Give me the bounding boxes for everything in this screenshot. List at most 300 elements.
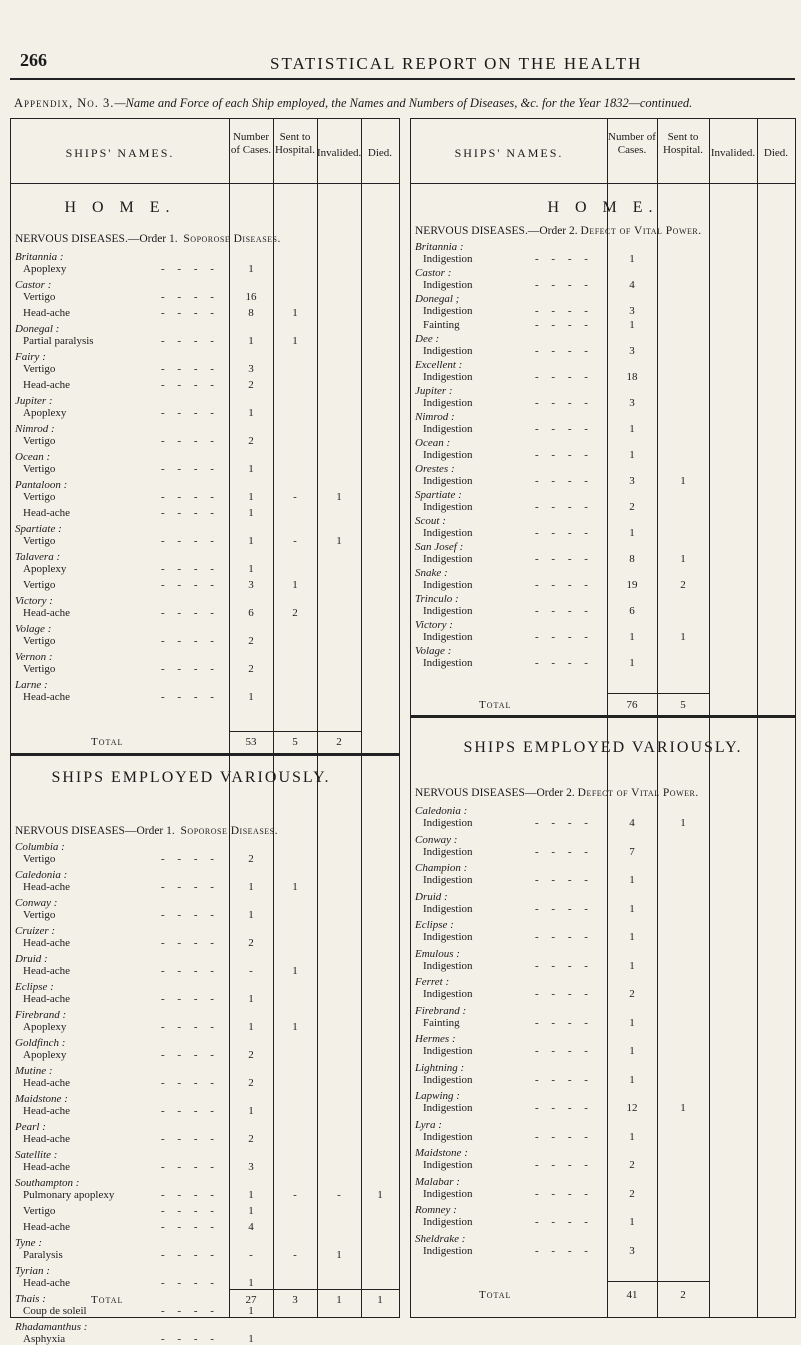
ship-name: Goldfinch : — [15, 1037, 66, 1049]
cell-cases: 2 — [248, 635, 254, 647]
cell-cases: 7 — [629, 845, 635, 858]
cell-cases: 1 — [629, 527, 635, 539]
cell-cases: 3 — [248, 1161, 254, 1173]
cell-hospital — [275, 691, 315, 703]
cell-died — [360, 435, 400, 447]
cell-cases: 1 — [248, 1277, 254, 1289]
cell-invalided — [319, 263, 359, 275]
cell-died — [360, 1077, 400, 1089]
disease-name: Vertigo — [23, 663, 56, 675]
cell-hospital — [275, 993, 315, 1005]
cell-died — [360, 491, 400, 503]
cell-hospital — [663, 605, 703, 617]
cell-cases: 1 — [629, 319, 635, 331]
section-rule — [411, 715, 795, 718]
disease-name: Indigestion — [423, 1244, 473, 1257]
disease-name: Head-ache — [23, 607, 71, 619]
cell-died — [360, 507, 400, 519]
cell-hospital — [663, 501, 703, 513]
disease-name: Indigestion — [423, 931, 473, 943]
cell-cases: 1 — [248, 263, 254, 275]
disease-name: Vertigo — [23, 909, 56, 921]
cell-invalided — [319, 1333, 359, 1345]
cell-hospital — [275, 937, 315, 949]
cell-hospital — [275, 363, 315, 375]
cell-hospital: - — [293, 491, 297, 503]
leader-dots: - - - - — [161, 1205, 219, 1217]
cell-invalided — [319, 937, 359, 949]
leader-dots: - - - - — [535, 1187, 593, 1200]
ship-name: Victory : — [15, 595, 53, 607]
disease-name: Indigestion — [423, 397, 473, 409]
cell-invalided — [319, 965, 359, 977]
col-header-invalided: Invalided. — [317, 147, 362, 159]
cell-hospital — [663, 846, 703, 858]
cell-cases: - — [249, 1249, 253, 1261]
ship-name: Lapwing : — [415, 1090, 460, 1102]
cell-invalided — [319, 1021, 359, 1033]
leader-dots: - - - - — [535, 253, 593, 265]
leader-dots: - - - - — [535, 501, 593, 513]
cell-died — [360, 1249, 400, 1261]
right-various-total-cases: 41 — [626, 1289, 638, 1301]
cell-cases: 1 — [248, 1021, 254, 1033]
ship-name: Castor : — [415, 267, 452, 279]
cell-invalided — [319, 1305, 359, 1317]
cell-cases: 2 — [629, 1159, 635, 1171]
cell-cases: 18 — [626, 371, 638, 383]
cell-hospital: 1 — [292, 965, 298, 977]
cell-cases: 1 — [248, 993, 254, 1005]
cell-cases: 1 — [629, 959, 635, 972]
col-header-hospital: Sent to Hospital. — [274, 131, 316, 156]
leader-dots: - - - - — [161, 335, 219, 347]
cell-cases: 1 — [629, 1016, 635, 1029]
cell-died — [360, 307, 400, 319]
cell-invalided: 1 — [336, 491, 342, 503]
ship-name: Larne : — [15, 679, 48, 691]
ship-name: Vernon : — [15, 651, 53, 663]
disease-name: Apoplexy — [23, 1021, 67, 1033]
cell-hospital: 1 — [292, 881, 298, 893]
cell-died — [360, 909, 400, 921]
ship-name: Conway : — [15, 897, 58, 909]
cell-cases: 1 — [629, 874, 635, 886]
cell-cases: - — [249, 965, 253, 977]
col-rule — [657, 119, 658, 1317]
disease-name: Indigestion — [423, 1045, 473, 1057]
disease-name: Indigestion — [423, 988, 473, 1000]
cell-cases: 1 — [248, 491, 254, 503]
cell-cases: 2 — [248, 853, 254, 865]
left-home-total-hospital: 5 — [292, 736, 298, 748]
cell-died — [360, 1105, 400, 1117]
leader-dots: - - - - — [535, 959, 593, 972]
cell-died — [360, 1305, 400, 1317]
cell-invalided — [319, 291, 359, 303]
leader-dots: - - - - — [161, 291, 219, 303]
disease-name: Apoplexy — [23, 407, 67, 419]
disease-name: Coup de soleil — [23, 1305, 87, 1317]
cell-invalided — [319, 463, 359, 475]
appendix-caption — [14, 96, 692, 111]
ship-name: Pearl : — [15, 1121, 46, 1133]
ship-name: Castor : — [15, 279, 52, 291]
cell-hospital: 1 — [680, 817, 686, 829]
cell-invalided — [319, 853, 359, 865]
cell-hospital: 1 — [680, 631, 686, 643]
cell-invalided — [319, 507, 359, 519]
cell-hospital — [275, 1049, 315, 1061]
cell-hospital: - — [293, 1249, 297, 1261]
leader-dots: - - - - — [161, 993, 219, 1005]
cell-hospital — [275, 1205, 315, 1217]
cell-hospital — [275, 379, 315, 391]
leader-dots: - - - - — [535, 817, 593, 829]
cell-died — [360, 937, 400, 949]
cell-hospital — [275, 1077, 315, 1089]
ship-name: Volage : — [15, 623, 52, 635]
leader-dots: - - - - — [535, 305, 593, 317]
cell-cases: 1 — [248, 1333, 254, 1345]
cell-died — [360, 607, 400, 619]
disease-name: Vertigo — [23, 463, 56, 475]
cell-hospital: 1 — [680, 1102, 686, 1114]
right-home-total-hospital: 5 — [680, 699, 686, 711]
ship-name: Donegal : — [15, 323, 60, 335]
leader-dots: - - - - — [535, 371, 593, 383]
cell-died — [360, 563, 400, 575]
leader-dots: - - - - — [161, 1249, 219, 1261]
ship-name: Columbia : — [15, 841, 65, 853]
cell-hospital — [663, 1188, 703, 1200]
cell-cases: 6 — [629, 605, 635, 617]
ship-name: Druid : — [15, 953, 48, 965]
ship-name: Fairy : — [15, 351, 46, 363]
cell-cases: 1 — [248, 535, 254, 547]
subtitle-order: NERVOUS DISEASES.—Order 2. — [415, 225, 578, 237]
right-table — [410, 118, 796, 1318]
cell-hospital: 1 — [292, 1021, 298, 1033]
disease-name: Indigestion — [423, 553, 473, 565]
disease-name: Head-ache — [23, 993, 71, 1005]
ship-name: Thais : — [15, 1293, 46, 1305]
col-rule — [317, 119, 318, 1317]
cell-invalided — [319, 1161, 359, 1173]
left-home-total-invalided: 2 — [336, 736, 342, 748]
disease-name: Head-ache — [23, 307, 71, 319]
cell-invalided — [319, 363, 359, 375]
cell-cases: 2 — [629, 1187, 635, 1200]
ship-name: Ferret : — [415, 976, 450, 988]
leader-dots: - - - - — [161, 307, 219, 319]
ship-name: Orestes : — [415, 463, 455, 475]
cell-invalided — [319, 407, 359, 419]
leader-dots: - - - - — [161, 507, 219, 519]
left-various-total-invalided: 1 — [336, 1294, 342, 1306]
cell-invalided — [319, 1049, 359, 1061]
ship-name: Satellite : — [15, 1149, 58, 1161]
leader-dots: - - - - — [161, 535, 219, 547]
cell-hospital — [663, 449, 703, 461]
cell-hospital — [663, 371, 703, 383]
cell-hospital — [663, 1245, 703, 1257]
disease-name: Indigestion — [423, 605, 473, 617]
ship-name: Sheldrake : — [415, 1232, 466, 1245]
leader-dots: - - - - — [535, 1073, 593, 1086]
cell-cases: 3 — [248, 579, 254, 591]
cell-cases: 2 — [248, 663, 254, 675]
leader-dots: - - - - — [535, 1159, 593, 1171]
cell-invalided — [319, 579, 359, 591]
cell-hospital — [663, 1216, 703, 1228]
cell-hospital: - — [293, 535, 297, 547]
leader-dots: - - - - — [161, 691, 219, 703]
total-rule — [607, 693, 709, 694]
ship-name: Britannia : — [15, 251, 64, 263]
ship-name: Rhadamanthus : — [15, 1321, 88, 1333]
cell-cases: 1 — [629, 1045, 635, 1057]
disease-name: Indigestion — [423, 874, 473, 886]
appendix-title: —Name and Force of each Ship employed, the Names and Numbers of Diseases, &c. for the Year 1832— — [114, 96, 640, 110]
cell-cases: 19 — [626, 579, 638, 591]
leader-dots: - - - - — [161, 1105, 219, 1117]
cell-hospital: 1 — [292, 335, 298, 347]
disease-name: Head-ache — [23, 1077, 71, 1089]
leader-dots: - - - - — [161, 1221, 219, 1233]
disease-name: Indigestion — [423, 902, 473, 915]
cell-invalided — [319, 1205, 359, 1217]
leader-dots: - - - - — [161, 1021, 219, 1033]
left-various-total-hospital: 3 — [292, 1294, 298, 1306]
leader-dots: - - - - — [161, 491, 219, 503]
disease-name: Indigestion — [423, 423, 473, 435]
left-various-title: SHIPS EMPLOYED VARIOUSLY. — [51, 769, 331, 786]
cell-cases: 3 — [248, 363, 254, 375]
cell-cases: 1 — [248, 1205, 254, 1217]
page-number: 266 — [20, 50, 47, 70]
leader-dots: - - - - — [161, 607, 219, 619]
disease-name: Indigestion — [423, 631, 473, 643]
subtitle-class: Defect of Vital Power. — [577, 787, 699, 799]
cell-died — [360, 379, 400, 391]
cell-hospital — [663, 874, 703, 886]
leader-dots: - - - - — [535, 1102, 593, 1114]
cell-hospital — [275, 435, 315, 447]
cell-died — [360, 1161, 400, 1173]
disease-name: Vertigo — [23, 535, 56, 547]
leader-dots: - - - - — [535, 874, 593, 886]
leader-dots: - - - - — [161, 1049, 219, 1061]
col-header-ships: SHIPS' NAMES. — [454, 146, 564, 160]
ship-name: Nimrod : — [15, 423, 55, 435]
cell-cases: 1 — [629, 1073, 635, 1086]
cell-cases: 1 — [248, 691, 254, 703]
leader-dots: - - - - — [161, 563, 219, 575]
cell-hospital — [275, 463, 315, 475]
col-rule — [757, 119, 758, 1317]
cell-hospital — [663, 423, 703, 435]
cell-died — [360, 1221, 400, 1233]
disease-name: Indigestion — [423, 253, 473, 265]
cell-hospital — [663, 1045, 703, 1057]
cell-hospital: 1 — [292, 307, 298, 319]
cell-cases: 1 — [248, 1305, 254, 1317]
cell-hospital — [663, 345, 703, 357]
leader-dots: - - - - — [535, 605, 593, 617]
leader-dots: - - - - — [161, 663, 219, 675]
leader-dots: - - - - — [161, 435, 219, 447]
cell-cases: 1 — [248, 909, 254, 921]
disease-name: Indigestion — [423, 1102, 473, 1114]
cell-hospital: 2 — [292, 607, 298, 619]
cell-invalided — [319, 607, 359, 619]
cell-died — [360, 965, 400, 977]
ship-name: Conway : — [415, 833, 458, 846]
disease-name: Indigestion — [423, 959, 473, 972]
leader-dots: - - - - — [161, 1189, 219, 1201]
col-header-cases: Number of Cases. — [608, 131, 656, 156]
cell-cases: 1 — [629, 931, 635, 943]
cell-cases: 3 — [629, 1244, 635, 1257]
disease-name: Head-ache — [23, 1161, 71, 1173]
cell-cases: 4 — [629, 279, 635, 291]
ship-name: Pantaloon : — [15, 479, 68, 491]
leader-dots: - - - - — [161, 407, 219, 419]
cell-cases: 8 — [248, 307, 254, 319]
cell-invalided — [319, 435, 359, 447]
disease-name: Head-ache — [23, 691, 71, 703]
cell-cases: 2 — [248, 1049, 254, 1061]
cell-hospital — [275, 407, 315, 419]
cell-hospital — [275, 635, 315, 647]
header-rule — [11, 183, 399, 184]
cell-hospital: - — [293, 1189, 297, 1201]
disease-name: Partial paralysis — [23, 335, 94, 347]
cell-invalided — [319, 691, 359, 703]
leader-dots: - - - - — [535, 931, 593, 943]
top-rule — [10, 78, 795, 80]
left-various-total-label: Total — [91, 1294, 124, 1306]
disease-name: Indigestion — [423, 279, 473, 291]
cell-hospital: 1 — [292, 579, 298, 591]
disease-name: Indigestion — [423, 657, 473, 669]
ship-name: Ocean : — [15, 451, 51, 463]
right-various-total-label: Total — [479, 1289, 512, 1301]
disease-name: Fainting — [423, 319, 460, 331]
cell-hospital — [275, 1133, 315, 1145]
leader-dots: - - - - — [535, 1130, 593, 1143]
col-header-died: Died. — [367, 147, 393, 159]
disease-name: Indigestion — [423, 305, 473, 317]
disease-name: Apoplexy — [23, 263, 67, 275]
cell-cases: 1 — [248, 507, 254, 519]
cell-died — [360, 363, 400, 375]
leader-dots: - - - - — [535, 397, 593, 409]
right-various-subtitle — [415, 787, 699, 799]
cell-cases: 2 — [248, 1077, 254, 1089]
subtitle-class: Soporose Diseases. — [180, 825, 278, 837]
ship-name: Mutine : — [15, 1065, 53, 1077]
ship-name: Champion : — [415, 862, 468, 874]
leader-dots: - - - - — [535, 423, 593, 435]
ship-name: Nimrod : — [415, 411, 455, 423]
leader-dots: - - - - — [535, 527, 593, 539]
cell-invalided — [319, 881, 359, 893]
cell-died — [360, 291, 400, 303]
cell-hospital — [663, 988, 703, 1000]
cell-cases: 4 — [248, 1221, 254, 1233]
cell-invalided — [319, 1277, 359, 1289]
cell-hospital — [275, 263, 315, 275]
leader-dots: - - - - — [161, 263, 219, 275]
ship-name: Excellent : — [415, 359, 463, 371]
cell-died — [360, 263, 400, 275]
right-home-title: H O M E. — [547, 199, 659, 216]
disease-name: Vertigo — [23, 363, 56, 375]
ship-name: Tyrian : — [15, 1265, 50, 1277]
cell-invalided — [319, 1105, 359, 1117]
disease-name: Indigestion — [423, 1216, 473, 1228]
cell-cases: 1 — [629, 657, 635, 669]
cell-invalided — [319, 1133, 359, 1145]
cell-cases: 1 — [248, 463, 254, 475]
disease-name: Vertigo — [23, 635, 56, 647]
disease-name: Vertigo — [23, 1205, 56, 1217]
cell-invalided — [319, 909, 359, 921]
disease-name: Paralysis — [23, 1249, 63, 1261]
ship-name: Jupiter : — [415, 385, 453, 397]
disease-name: Indigestion — [423, 527, 473, 539]
disease-name: Indigestion — [423, 345, 473, 357]
leader-dots: - - - - — [535, 1216, 593, 1228]
leader-dots: - - - - — [535, 657, 593, 669]
col-rule — [273, 119, 274, 1317]
cell-invalided — [319, 1077, 359, 1089]
ship-name: Eclipse : — [15, 981, 54, 993]
cell-hospital — [275, 291, 315, 303]
cell-hospital — [275, 1105, 315, 1117]
cell-invalided — [319, 635, 359, 647]
leader-dots: - - - - — [161, 363, 219, 375]
disease-name: Pulmonary apoplexy — [23, 1189, 115, 1201]
cell-cases: 1 — [248, 335, 254, 347]
cell-cases: 2 — [248, 1133, 254, 1145]
leader-dots: - - - - — [535, 553, 593, 565]
disease-name: Head-ache — [23, 1133, 71, 1145]
ship-name: Firebrand : — [415, 1004, 467, 1017]
subtitle-order: NERVOUS DISEASES.—Order 1. — [15, 233, 178, 245]
disease-name: Head-ache — [23, 1105, 71, 1117]
disease-name: Vertigo — [23, 853, 56, 865]
cell-hospital — [275, 1333, 315, 1345]
ship-name: Talavera : — [15, 551, 61, 563]
cell-cases: 1 — [629, 631, 635, 643]
leader-dots: - - - - — [535, 475, 593, 487]
cell-hospital — [275, 853, 315, 865]
ship-name: Britannia : — [415, 241, 464, 253]
disease-name: Asphyxia — [23, 1333, 66, 1345]
cell-died — [360, 1021, 400, 1033]
disease-name: Vertigo — [23, 579, 56, 591]
cell-invalided — [319, 335, 359, 347]
ship-name: San Josef : — [415, 541, 464, 553]
cell-hospital — [275, 563, 315, 575]
col-rule — [607, 119, 608, 1317]
cell-cases: 2 — [248, 435, 254, 447]
cell-hospital — [663, 319, 703, 331]
disease-name: Head-ache — [23, 937, 71, 949]
